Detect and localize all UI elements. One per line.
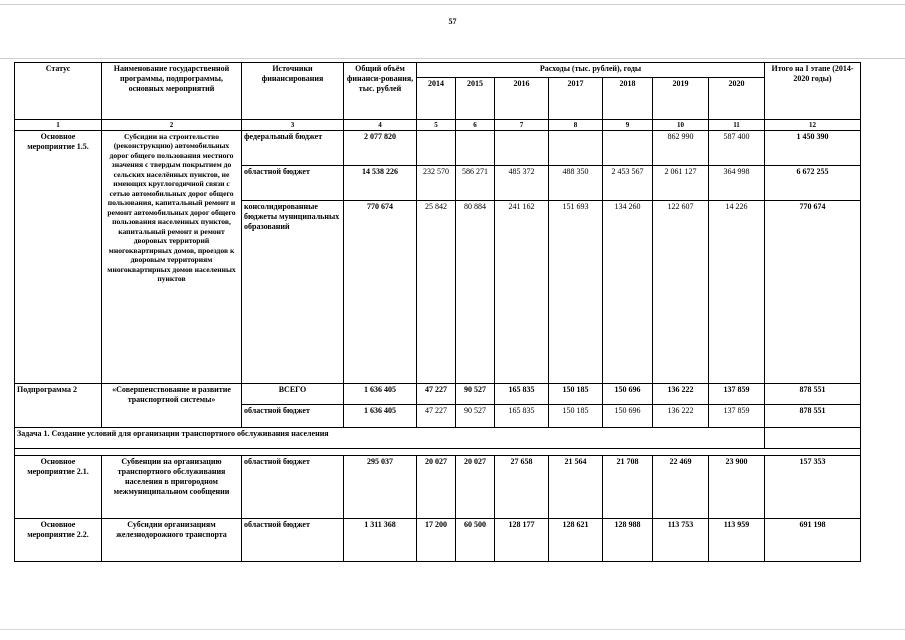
header-year: 2017: [549, 78, 603, 120]
itog-cell: 878 551: [765, 384, 861, 405]
total-cell: 14 538 226: [344, 166, 417, 201]
year-value: 22 469: [653, 456, 709, 519]
col-index: 2: [102, 120, 242, 131]
year-value: [603, 131, 653, 166]
status-cell: Основное мероприятие 1.5.: [15, 131, 102, 384]
itog-cell: 878 551: [765, 405, 861, 428]
col-index: 8: [549, 120, 603, 131]
col-index: 5: [417, 120, 456, 131]
task-title: Задача 1. Создание условий для организации транспортного обслуживания населения: [15, 428, 765, 449]
header-year: 2019: [653, 78, 709, 120]
year-value: 113 959: [709, 519, 765, 562]
total-cell: 1 636 405: [344, 405, 417, 428]
status-cell: Основное мероприятие 2.1.: [15, 456, 102, 519]
year-value: 2 061 127: [653, 166, 709, 201]
itog-cell: 1 450 390: [765, 131, 861, 166]
total-cell: 1 311 368: [344, 519, 417, 562]
year-value: 150 185: [549, 384, 603, 405]
scan-edge-line: [0, 58, 905, 59]
table-row: [15, 456, 861, 519]
year-value: 136 222: [653, 384, 709, 405]
header-sources: Источники финансирования: [242, 63, 344, 120]
total-cell: 295 037: [344, 456, 417, 519]
year-value: 80 884: [456, 201, 495, 384]
year-value: 151 693: [549, 201, 603, 384]
source-cell: областной бюджет: [242, 456, 344, 519]
year-value: 232 570: [417, 166, 456, 201]
header-name: Наименование государственной программы, подпрограммы, основных мероприятий: [102, 63, 242, 120]
year-value: 47 227: [417, 384, 456, 405]
total-cell: 1 636 405: [344, 384, 417, 405]
header-status: Статус: [15, 63, 102, 120]
year-value: 165 835: [495, 405, 549, 428]
year-value: 47 227: [417, 405, 456, 428]
year-value: 25 842: [417, 201, 456, 384]
year-value: 586 271: [456, 166, 495, 201]
year-value: 587 400: [709, 131, 765, 166]
col-index: 9: [603, 120, 653, 131]
col-index: 1: [15, 120, 102, 131]
total-cell: 770 674: [344, 201, 417, 384]
table-row: [15, 131, 861, 166]
source-cell: областной бюджет: [242, 405, 344, 428]
year-value: 21 708: [603, 456, 653, 519]
header-year: 2020: [709, 78, 765, 120]
year-value: 60 500: [456, 519, 495, 562]
year-value: 27 658: [495, 456, 549, 519]
header-year: 2014: [417, 78, 456, 120]
itog-cell: 770 674: [765, 201, 861, 384]
source-cell: областной бюджет: [242, 166, 344, 201]
year-value: [549, 131, 603, 166]
year-value: 134 260: [603, 201, 653, 384]
year-value: 14 226: [709, 201, 765, 384]
year-value: [456, 131, 495, 166]
header-year: 2015: [456, 78, 495, 120]
year-value: 20 027: [456, 456, 495, 519]
year-value: 90 527: [456, 405, 495, 428]
year-value: 150 185: [549, 405, 603, 428]
source-cell: ВСЕГО: [242, 384, 344, 405]
year-value: 150 696: [603, 405, 653, 428]
year-value: 862 990: [653, 131, 709, 166]
year-value: 128 621: [549, 519, 603, 562]
col-index: 4: [344, 120, 417, 131]
source-cell: областной бюджет: [242, 519, 344, 562]
year-value: 20 027: [417, 456, 456, 519]
year-value: 23 900: [709, 456, 765, 519]
task-row: [15, 428, 861, 449]
year-value: 136 222: [653, 405, 709, 428]
year-value: 128 177: [495, 519, 549, 562]
year-value: 90 527: [456, 384, 495, 405]
col-index: 11: [709, 120, 765, 131]
source-cell: федеральный бюджет: [242, 131, 344, 166]
table-row: [15, 384, 861, 405]
year-value: 241 162: [495, 201, 549, 384]
year-value: 165 835: [495, 384, 549, 405]
measure-name-cell: Субсидии на строительство (реконструкцию) автомобильных дорог общего пользования местного значения с твердым покрытием до сельских населённых пунктов, не имеющих круглогодичной связи с сетью автомобильных дорог общего пользования, капитальный ремонт и ремонт автомобильных дорог общего пользования населенных пунктов, капитальный ремонт и ремонт дворовых территорий многоквартирных домов, проездов к дворовым территориям многоквартирных домов населенных пунктов: [102, 131, 242, 384]
col-index: 3: [242, 120, 344, 131]
itog-cell: 157 353: [765, 456, 861, 519]
col-index: 7: [495, 120, 549, 131]
status-cell: Основное мероприятие 2.2.: [15, 519, 102, 562]
source-cell: консолидированные бюджеты муниципальных образований: [242, 201, 344, 384]
spacer-row: [15, 449, 861, 456]
header-year: 2018: [603, 78, 653, 120]
year-value: 137 859: [709, 405, 765, 428]
page-number: 57: [448, 17, 457, 26]
status-cell: Подпрограмма 2: [15, 384, 102, 428]
year-value: 17 200: [417, 519, 456, 562]
table-row: [15, 519, 861, 562]
col-index: 12: [765, 120, 861, 131]
header-itog: Итого на I этапе (2014-2020 годы): [765, 63, 861, 120]
total-cell: 2 077 820: [344, 131, 417, 166]
col-index: 6: [456, 120, 495, 131]
year-value: 21 564: [549, 456, 603, 519]
year-value: 488 350: [549, 166, 603, 201]
budget-table: [14, 62, 861, 562]
year-value: 122 607: [653, 201, 709, 384]
header-total: Общий объём финанси-рования, тыс. рублей: [344, 63, 417, 120]
measure-name-cell: Субвенции на организацию транспортного обслуживания населения в пригородном межмуниципальном сообщении: [102, 456, 242, 519]
measure-name-cell: Субсидии организациям железнодорожного транспорта: [102, 519, 242, 562]
header-row-1: [15, 63, 861, 78]
measure-name-cell: «Совершенствование и развитие транспортной системы»: [102, 384, 242, 428]
year-value: [495, 131, 549, 166]
year-value: 364 998: [709, 166, 765, 201]
year-value: 137 859: [709, 384, 765, 405]
col-index: 10: [653, 120, 709, 131]
header-expenses: Расходы (тыс. рублей), годы: [417, 63, 765, 78]
year-value: 113 753: [653, 519, 709, 562]
year-value: [417, 131, 456, 166]
year-value: 150 696: [603, 384, 653, 405]
header-year: 2016: [495, 78, 549, 120]
scan-edge-line: [0, 4, 905, 5]
itog-cell: 691 198: [765, 519, 861, 562]
column-index-row: [15, 120, 861, 131]
year-value: 2 453 567: [603, 166, 653, 201]
scan-edge-line: [0, 629, 905, 630]
task-row-empty: [765, 428, 861, 449]
year-value: 128 988: [603, 519, 653, 562]
year-value: 485 372: [495, 166, 549, 201]
itog-cell: 6 672 255: [765, 166, 861, 201]
